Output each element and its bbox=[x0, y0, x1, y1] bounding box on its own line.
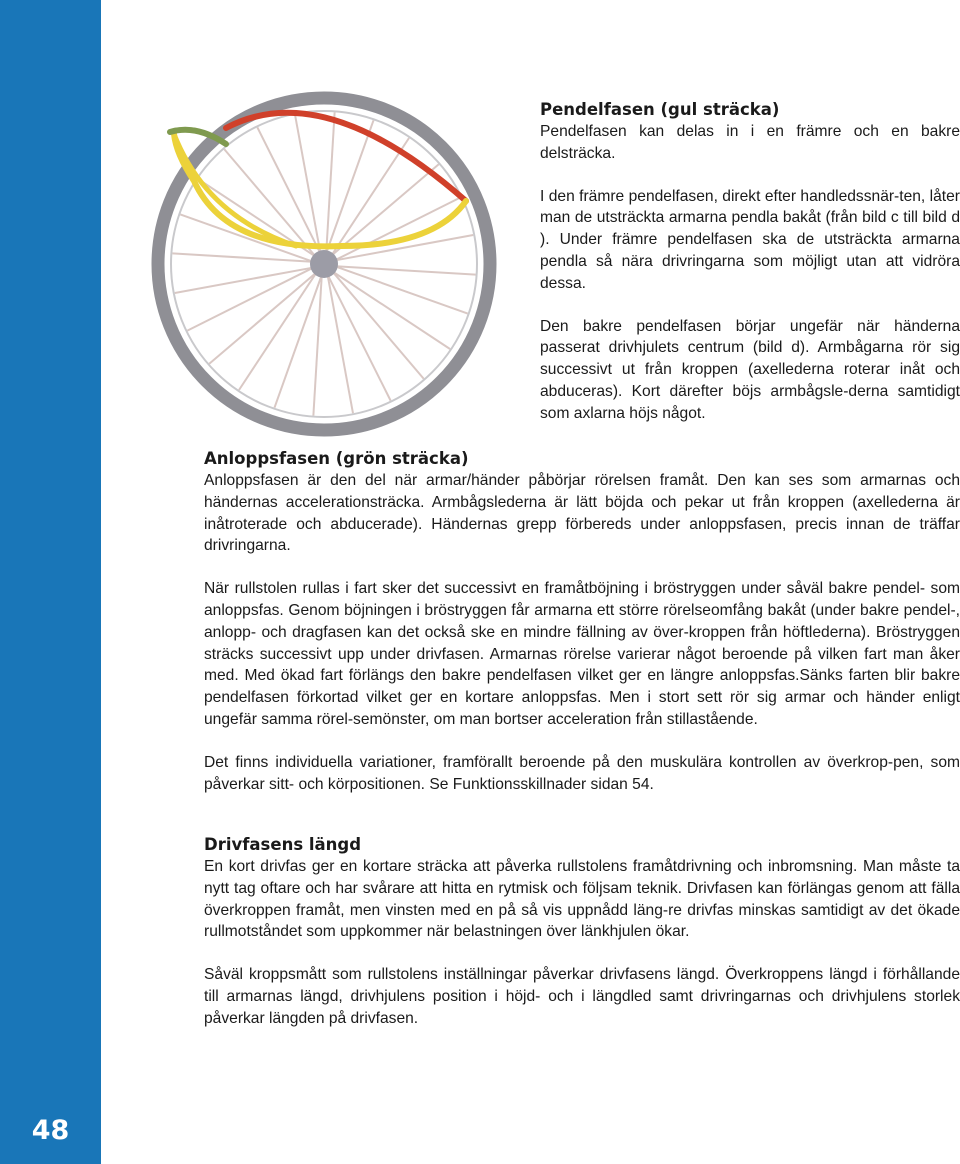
wheel-spoke bbox=[187, 268, 312, 331]
wheel-spoke bbox=[209, 273, 316, 364]
anlopp-paragraph-2: När rullstolen rullas i fart sker det successivt en framåtböjning i bröstryggen under såväl bakre pendel- som anloppsfas. Genom böjningen i bröstryggen får armarna ett större rörelseomfång bakåt (under bakre pendel-, anlopp- och dragfasen kan det också ske en mindre fällning av över-kroppen från höftlederna). Bröstryggen sträcks successivt upp under drivfasen. Armarnas rörelse varierar något beroende på vilken fart man åker med. Med ökad fart förlängs den bakre pendelfasen vilket ger en längre anloppsfas.Sänks farten blir bakre pendelfasen förkortad vilket ger en kortare anloppsfas. Men i stort sett rör sig armar och händer enligt ungefär samma rörel-semönster, om man bortser acceleration från stillastående. bbox=[204, 580, 960, 728]
wheel-hub bbox=[310, 250, 338, 278]
pendel-paragraph-3: Den bakre pendelfasen börjar ungefär när händerna passerat drivhjulets centrum (bild d). Armbågarna rör sig successivt ut från kroppen (axellederna roterar inåt och abduceras). Kort därefter böjs armbågsle-derna samtidigt som axlarna höjs något. bbox=[540, 317, 960, 422]
wheel-spoke bbox=[335, 197, 460, 260]
anlopp-section bbox=[204, 448, 960, 795]
anlopp-paragraph-1: Anloppsfasen är den del när armar/händer påbörjar rörelsen framåt. Den kan ses som armarnas och händernas accelerationsträcka. Armbågslederna är lätt böjda och pekar ut från kroppen (axellederna är inåtroterade och abducerade). Händernas grepp förbereds under anloppsfasen, precis innan de träffar drivringarna. bbox=[204, 472, 960, 555]
pendel-section bbox=[540, 99, 960, 425]
wheel-spoke bbox=[333, 272, 450, 349]
recovery-phase-curve bbox=[174, 134, 466, 246]
drivfas-paragraph-2: Såväl kroppsmått som rullstolens inställningar påverkar drivfasens längd. Överkroppens längd i förhållande till armarnas längd, drivhjulens position i höjd- och i längdled samt drivringarnas och drivhjulens storlek påverkar längden på drivfasen. bbox=[204, 966, 960, 1027]
page-number: 48 bbox=[31, 1115, 70, 1146]
wheel-spoke bbox=[175, 268, 313, 293]
drivfas-section bbox=[204, 834, 960, 1030]
wheel-spoke bbox=[333, 272, 424, 379]
side-bar bbox=[0, 0, 101, 1164]
wheel-spoke bbox=[239, 273, 316, 390]
wheel-stroke-diagram bbox=[146, 86, 502, 442]
anlopp-paragraph-3: Det finns individuella variationer, framförallt beroende på den muskulära kontrollen av överkrop-pen, som påverkar sitt- och körpositionen. Se Funktionsskillnader sidan 54. bbox=[204, 753, 960, 793]
wheel-spoke bbox=[332, 138, 409, 255]
pendel-heading: Pendelfasen (gul sträcka) bbox=[540, 100, 780, 119]
drivfas-heading: Drivfasens längd bbox=[204, 835, 362, 854]
wheel-spoke bbox=[328, 275, 391, 400]
wheel-spoke bbox=[328, 275, 353, 413]
drivfas-paragraph-1: En kort drivfas ger en kortare sträcka att påverka rullstolens framåtdrivning och inbromsning. Man måste ta nytt tag oftare och har svårare att hitta en rytmisk och följsam teknik. Drivfasen kan förlängas genom att fälla överkroppen framåt, men vinsten med en på så vis uppnådd läng-re drivfas minskas samtidigt av det ökade rullmotståndet som uppkommer när belastningen över länkhjulen ökar. bbox=[204, 858, 960, 941]
push-phase-arc bbox=[226, 113, 466, 201]
pendel-paragraph-1: Pendelfasen kan delas in i en främre och en bakre delsträcka. bbox=[540, 123, 960, 162]
pendel-paragraph-2: I den främre pendelfasen, direkt efter handledssnär-ten, låter man de utsträckta armarna pendla bakåt (från bild c till bild d ). Under främre pendelfasen ska de utsträckta armarna pendla så nära drivringarna som möjligt utan att vidröra dessa. bbox=[540, 187, 960, 292]
wheel-spoke bbox=[295, 115, 320, 253]
anlopp-heading: Anloppsfasen (grön sträcka) bbox=[204, 449, 469, 468]
